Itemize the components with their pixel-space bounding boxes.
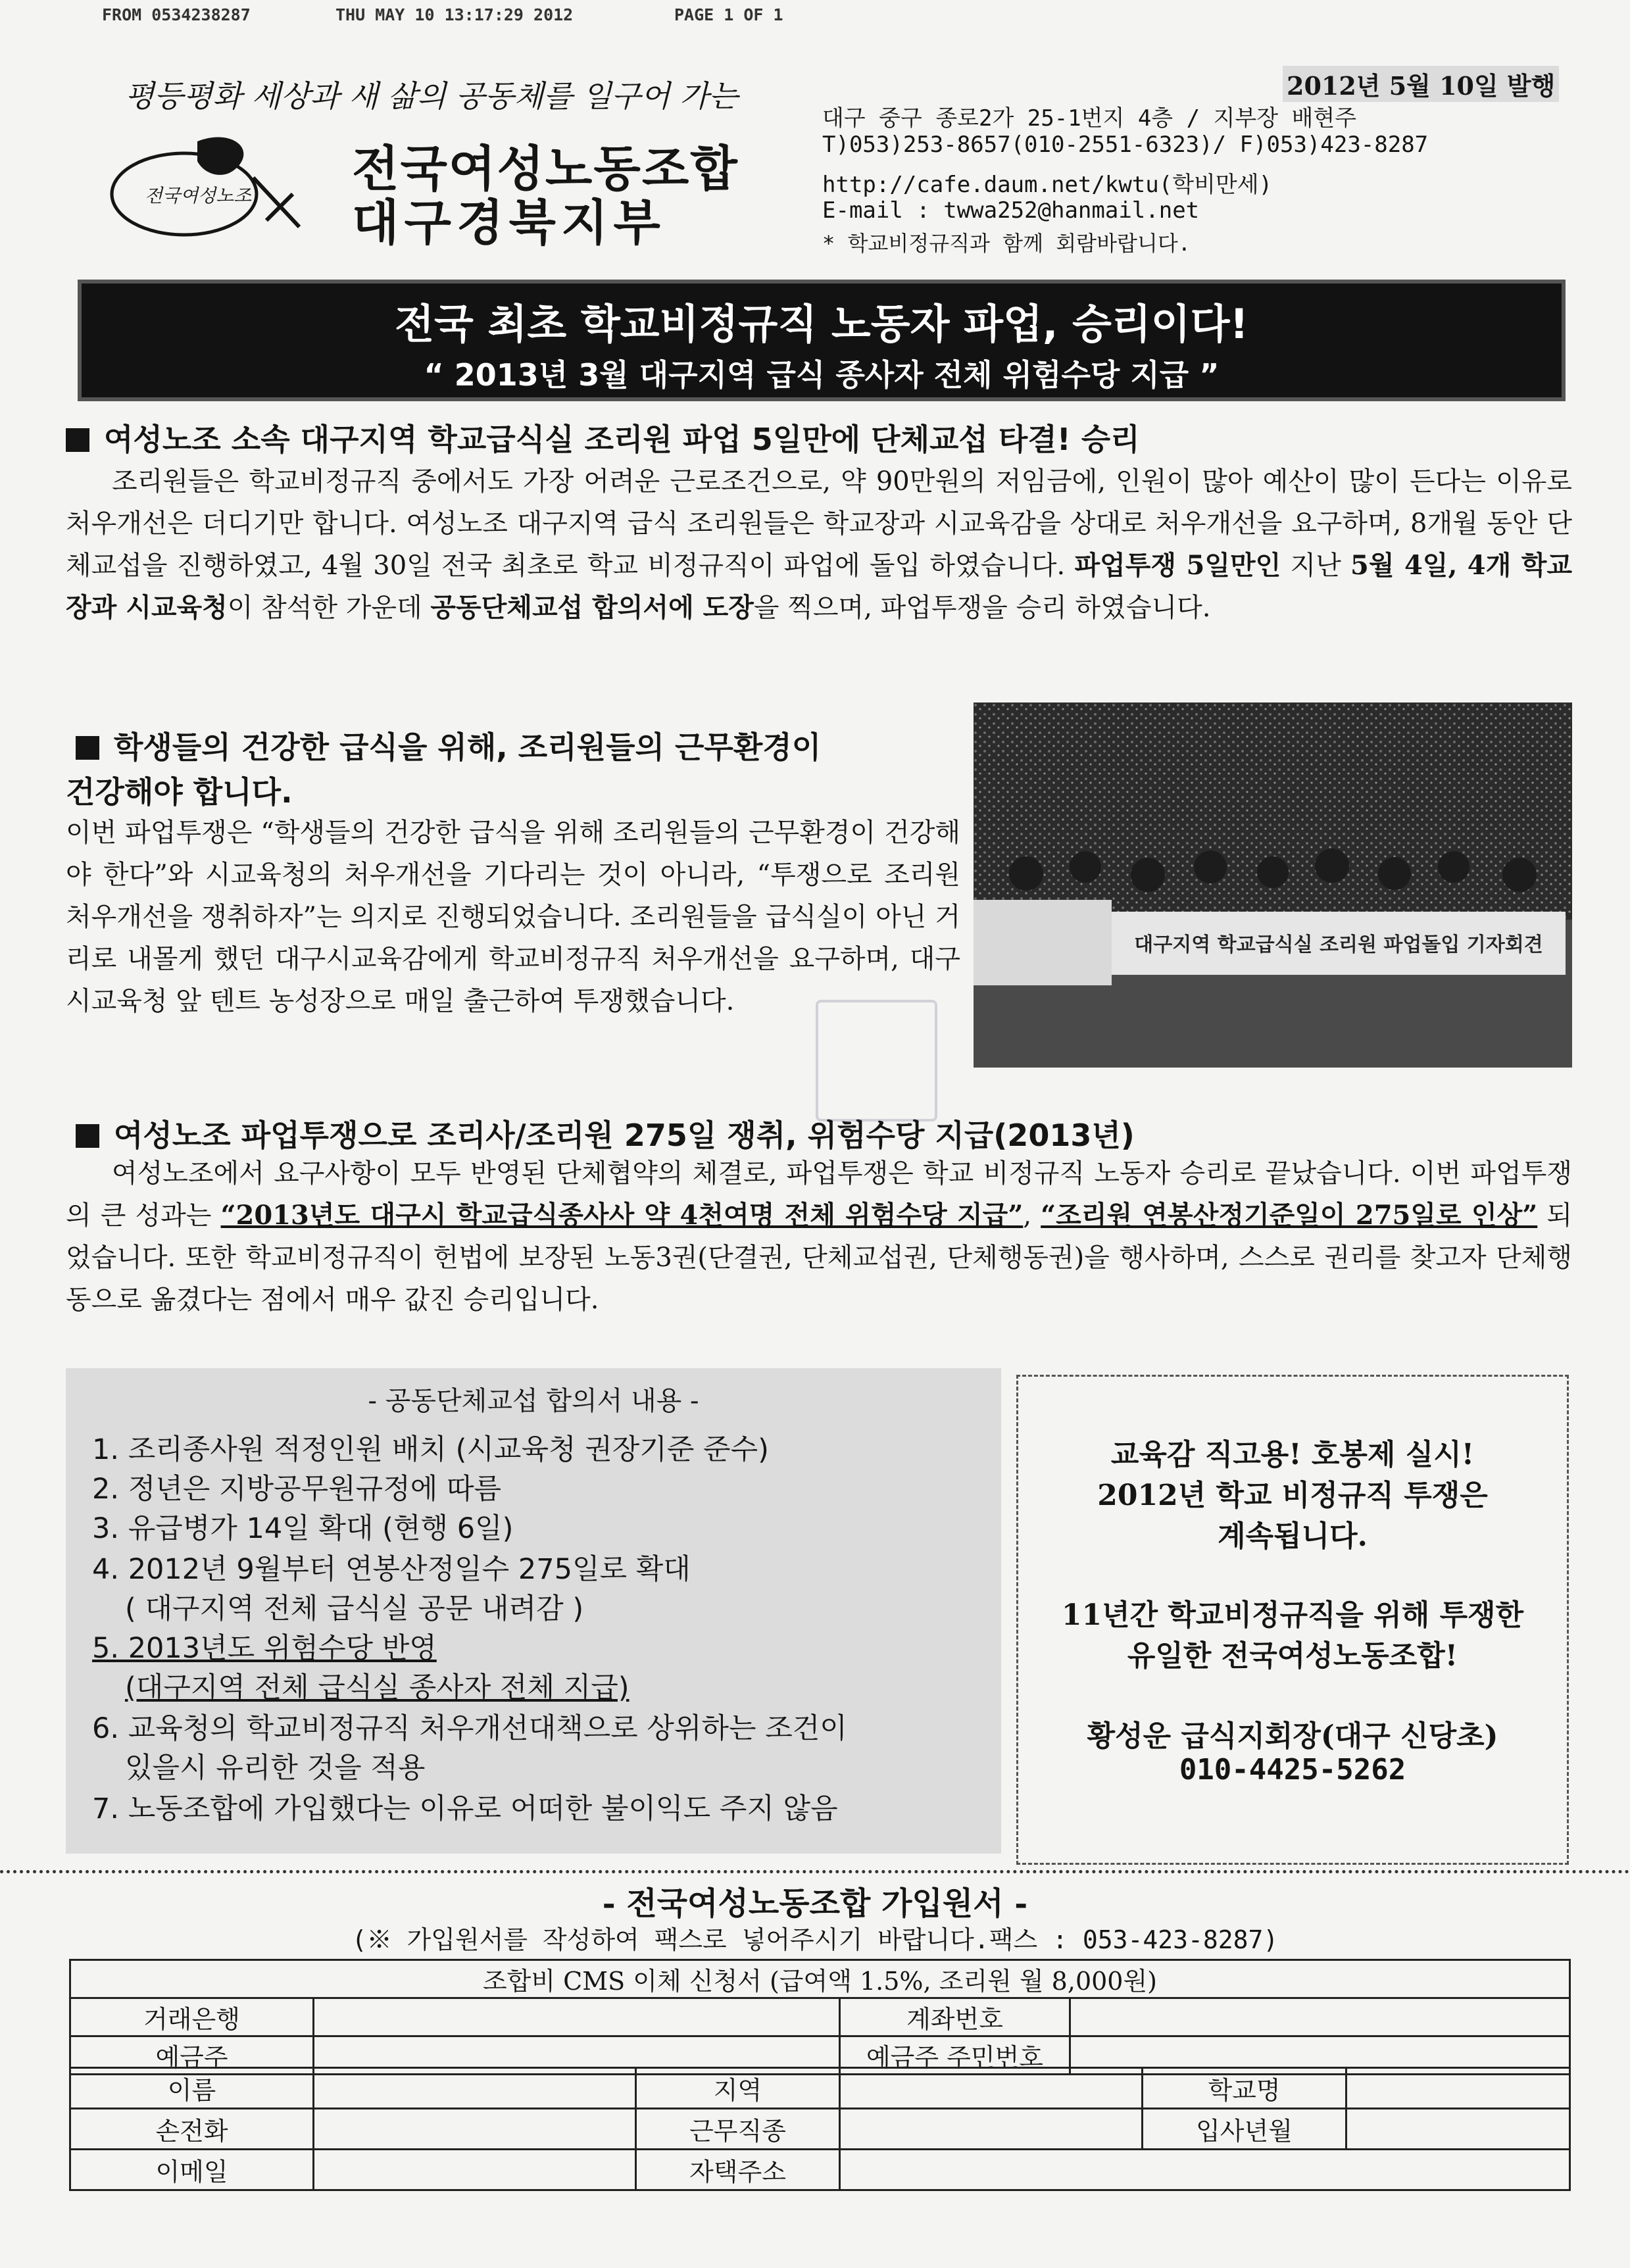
job-field[interactable] (840, 2109, 1143, 2150)
section3-heading: 여성노조 파업투쟁으로 조리사/조리원 275일 쟁취, 위험수당 지급(2013년) (76, 1112, 1135, 1155)
member-info-table (69, 2067, 1571, 2191)
square-bullet-icon (76, 1124, 99, 1148)
side-line: 계속됩니다. (1218, 1519, 1368, 1553)
phone-fax: T)053)253-8657(010-2551-6323)/ F)053)423-8287 (822, 132, 1429, 158)
ink-stamp (816, 1000, 937, 1122)
job-label: 근무직종 (636, 2109, 840, 2150)
logo-text: 전국여성노조 (145, 185, 252, 207)
home-address-label: 자택주소 (636, 2150, 840, 2190)
section3-paragraph: 여성노조에서 요구사항이 모두 반영된 단체협약의 체결로, 파업투쟁은 학교 비정규직 노동자 승리로 끝났습니다. 이번 파업투쟁의 큰 성과는 “2013년도 대구시 학교급식종사사 약 4천여명 전체 위험수당 지급”, “조리원 연봉산정기준일이 275일로 인상” 되었습니다. 또한 학교비정규직이 헌법에 보장된 노동3권(단결권, 단체교섭권, 단체행동권)을 행사하며, 스스로 권리를 찾고자 단체행동으로 옮겼다는 점에서 매우 값진 승리입니다. (66, 1158, 1573, 1315)
agreement-item: 6. 교육청의 학교비정규직 처우개선대책으로 상위하는 조건이 (92, 1712, 847, 1745)
form-note: (※ 가입원서를 작성하여 팩스로 넣어주시기 바랍니다.팩스 : 053-423-8287) (351, 1925, 1279, 1954)
bank-label: 거래은행 (70, 1998, 314, 2036)
section2-heading-line2: 건강해야 합니다. (66, 774, 293, 810)
slogan: 평등평화 세상과 새 삶의 공동체를 일구어 가는 (125, 78, 739, 114)
email-link[interactable]: E-mail : twwa252@hanmail.net (822, 197, 1200, 224)
side-line: 유일한 전국여성노동조합! (1127, 1639, 1458, 1673)
school-label: 학교명 (1143, 2068, 1346, 2109)
agreement-item: 7. 노동조합에 가입했다는 이유로 어떠한 불이익도 주지 않음 (92, 1792, 838, 1825)
hire-date-field[interactable] (1346, 2109, 1570, 2150)
photo-banner-text: 대구지역 학교급식실 조리원 파업돌입 기자회견 (1134, 933, 1543, 956)
banner-title: 전국 최초 학교비정규직 노동자 파업, 승리이다! (395, 300, 1248, 348)
contact-phone: 010-4425-5262 (1179, 1753, 1406, 1787)
side-line: 교육감 직고용! 호봉제 실시! (1110, 1438, 1475, 1471)
headline-banner (78, 280, 1566, 401)
depositor-id-label: 예금주 주민번호 (840, 2036, 1070, 2075)
section2-heading: 학생들의 건강한 급식을 위해, 조리원들의 근무환경이 (76, 724, 821, 767)
section2-paragraph: 이번 파업투쟁은 “학생들의 건강한 급식을 위해 조리원들의 근무환경이 건강해야 한다”와 시교육청의 처우개선을 기다리는 것이 아니라, “투쟁으로 조리원 처우개선을 쟁취하자”는 의지로 진행되었습니다. 조리원들을 급식실이 아닌 거리로 내몰게 했던 대구시교육감에게 학교비정규직 처우개선을 요구하며, 대구시교육청 앞 텐트 농성장으로 매일 출근하여 투쟁했습니다. (66, 818, 960, 1016)
address: 대구 중구 종로2가 25-1번지 4층 / 지부장 배현주 (822, 105, 1357, 132)
website-link[interactable]: http://cafe.daum.net/kwtu(학비만세) (822, 172, 1273, 198)
email-field[interactable] (314, 2150, 636, 2190)
form-title: - 전국여성노동조합 가입원서 - (602, 1885, 1028, 1922)
name-label: 이름 (70, 2068, 314, 2109)
fax-from: FROM 0534238287 (102, 5, 251, 24)
agreement-box (66, 1368, 1001, 1854)
square-bullet-icon (66, 428, 89, 452)
hire-date-label: 입사년월 (1143, 2109, 1346, 2150)
name-field[interactable] (314, 2068, 636, 2109)
agreement-title: - 공동단체교섭 합의서 내용 - (368, 1386, 699, 1416)
agreement-item: 3. 유급병가 14일 확대 (현행 6일) (92, 1512, 514, 1545)
depositor-label: 예금주 (70, 2036, 314, 2075)
fax-datetime: THU MAY 10 13:17:29 2012 (335, 5, 574, 24)
issue-date: 2012년 5월 10일 발행 (1283, 66, 1559, 102)
mobile-field[interactable] (314, 2109, 636, 2150)
org-name-line1: 전국여성노동조합 (352, 141, 739, 197)
agreement-item: 5. 2013년도 위험수당 반영 (92, 1632, 437, 1665)
mobile-label: 손전화 (70, 2109, 314, 2150)
fax-header (102, 5, 1023, 32)
agreement-item: ( 대구지역 전체 급식실 공문 내려감 ) (125, 1592, 584, 1625)
agreement-item: 1. 조리종사원 적정인원 배치 (시교육청 권장기준 준수) (92, 1433, 769, 1466)
logo-icon (105, 128, 303, 247)
bank-field[interactable] (314, 1998, 840, 2036)
side-line: 황성운 급식지회장(대구 신당초) (1087, 1719, 1498, 1753)
home-address-field[interactable] (840, 2150, 1570, 2190)
school-field[interactable] (1346, 2068, 1570, 2109)
square-bullet-icon (76, 736, 99, 760)
region-field[interactable] (840, 2068, 1143, 2109)
agreement-item: (대구지역 전체 급식실 종사자 전체 지급) (125, 1671, 630, 1704)
account-field[interactable] (1070, 1998, 1570, 2036)
union-logo (105, 128, 303, 247)
agreement-item: 2. 정년은 지방공무원규정에 따름 (92, 1473, 502, 1506)
agreement-item: 있을시 유리한 것을 적용 (125, 1752, 426, 1785)
email-label: 이메일 (70, 2150, 314, 2190)
banner-subtitle: “ 2013년 3월 대구지역 급식 종사자 전체 위험수당 지급 ” (424, 357, 1220, 393)
cut-line (0, 1870, 1630, 1873)
section1-paragraph: 조리원들은 학교비정규직 중에서도 가장 어려운 근로조건으로, 약 90만원의 저임금에, 인원이 많아 예산이 많이 든다는 이유로 처우개선은 더디기만 합니다. 여성노조 대구지역 급식 조리원들은 학교장과 시교육감을 상대로 처우개선을 요구하며, 8개월 동안 단체교섭을 진행하였고, 4월 30일 전국 최초로 학교 비정규직이 파업에 돌입 하였습니다. 파업투쟁 5일만인 지난 5월 4일, 4개 학교장과 시교육청이 참석한 가운데 공동단체교섭 합의서에 도장을 찍으며, 파업투쟁을 승리 하였습니다. (66, 466, 1573, 623)
cms-header: 조합비 CMS 이체 신청서 (급여액 1.5%, 조리원 월 8,000원) (70, 1960, 1570, 1998)
region-label: 지역 (636, 2068, 840, 2109)
side-line: 2012년 학교 비정규직 투쟁은 (1097, 1479, 1488, 1512)
side-line: 11년간 학교비정규직을 위해 투쟁한 (1061, 1598, 1524, 1632)
press-conference-photo (974, 703, 1572, 1068)
cms-transfer-table (69, 1959, 1571, 2075)
section1-heading: 여성노조 소속 대구지역 학교급식실 조리원 파업 5일만에 단체교섭 타결! 승리 (66, 416, 1140, 459)
circulation-note: * 학교비정규직과 함께 회람바랍니다. (822, 231, 1191, 256)
account-label: 계좌번호 (840, 1998, 1070, 2036)
org-name-line2: 대구경북지부 (352, 195, 666, 251)
fax-page: PAGE 1 OF 1 (674, 5, 783, 24)
slogan-box (1016, 1375, 1569, 1865)
agreement-item: 4. 2012년 9월부터 연봉산정일수 275일로 확대 (92, 1553, 691, 1586)
